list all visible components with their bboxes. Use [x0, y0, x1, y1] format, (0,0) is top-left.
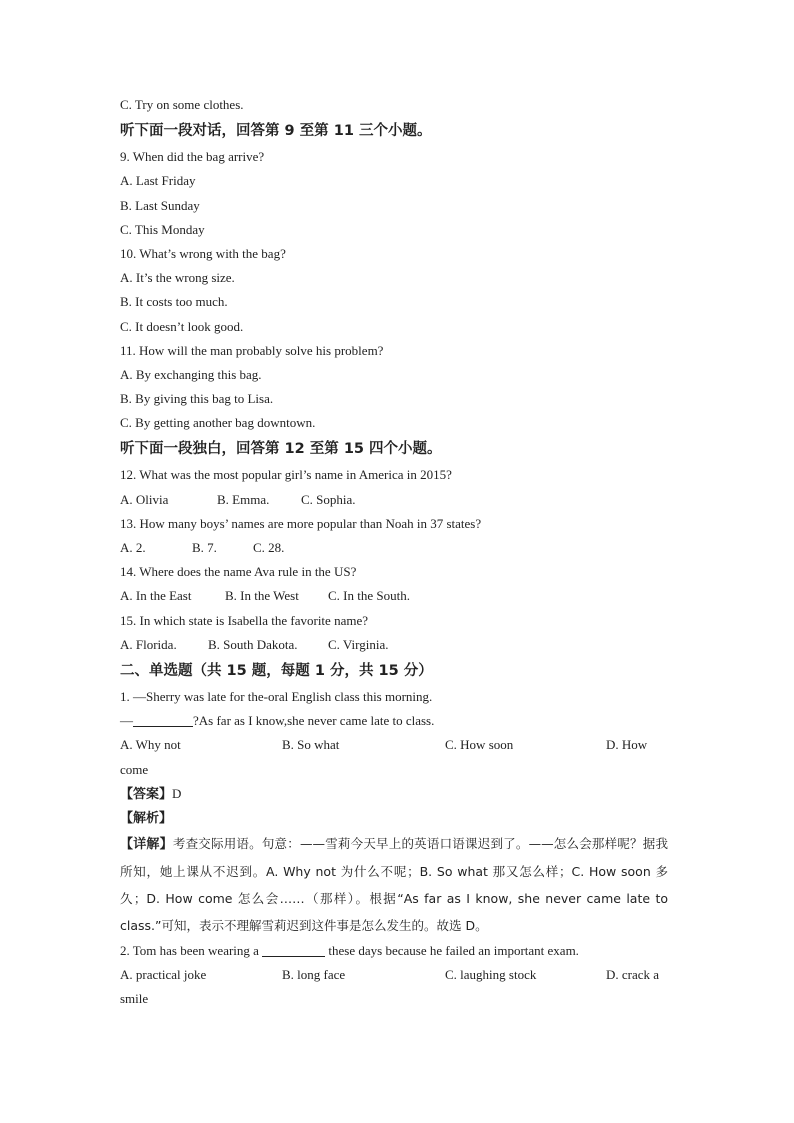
- option-d: D. How: [606, 737, 648, 753]
- answer-blank: [262, 942, 325, 957]
- detail-tag: 【详解】: [120, 837, 173, 853]
- option-a: A. practical joke: [120, 967, 207, 983]
- option-text: A. It’s the wrong size.: [120, 270, 235, 286]
- question-text: 13. How many boys’ names are more popular than Noah in 37 states?: [120, 515, 482, 531]
- analysis-line: [120, 806, 668, 830]
- page-content: [120, 93, 668, 1012]
- option-text: B. Last Sunday: [120, 197, 200, 213]
- option-text: B. It costs too much.: [120, 294, 228, 310]
- option-b: B. In the West: [225, 588, 299, 604]
- question-text: 1. —Sherry was late for the-oral English class this morning.: [120, 688, 433, 704]
- question-text: [120, 709, 668, 733]
- option-c: C. How soon: [445, 737, 514, 753]
- options-row: [120, 488, 668, 512]
- question-tail: ?As far as I know,she never came late to class.: [193, 713, 435, 729]
- option-c: C. 28.: [253, 540, 285, 555]
- option-text: C. It doesn’t look good.: [120, 318, 244, 334]
- question-text: 10. What’s wrong with the bag?: [120, 245, 286, 261]
- option-a: A. Why not: [120, 737, 181, 753]
- option-a: A. In the East: [120, 588, 192, 604]
- options-row: [120, 963, 668, 987]
- options-row: [120, 733, 668, 757]
- option-a: A. Olivia: [120, 491, 169, 507]
- option-text: come: [120, 761, 149, 777]
- option-b: B. Emma.: [217, 491, 270, 507]
- option-c: C. In the South.: [328, 588, 410, 604]
- option-text: C. Try on some clothes.: [120, 97, 244, 112]
- analysis-tag: 【解析】: [120, 810, 173, 826]
- section-heading: 听下面一段独白，回答第 12 至第 15 四个小题。: [120, 441, 442, 458]
- option-c: C. laughing stock: [445, 967, 537, 983]
- section-heading: 二、单选题（共 15 题，每题 1 分，共 15 分）: [120, 662, 433, 679]
- question-text: [120, 939, 668, 963]
- question-text: 12. What was the most popular girl’s name in America in 2015?: [120, 467, 452, 483]
- options-row: [120, 633, 668, 657]
- option-b: B. So what: [282, 737, 340, 753]
- answer-line: [120, 782, 668, 806]
- section-heading: 听下面一段对话，回答第 9 至第 11 三个小题。: [120, 123, 432, 140]
- detail-paragraph: [120, 830, 668, 939]
- option-c: C. Sophia.: [301, 491, 356, 507]
- option-text: A. Last Friday: [120, 173, 196, 189]
- option-c: C. Virginia.: [328, 636, 389, 652]
- option-d: D. crack a: [606, 967, 660, 983]
- option-a: A. 2.: [120, 540, 146, 555]
- options-row: [120, 536, 668, 560]
- question-text: 11. How will the man probably solve his problem?: [120, 342, 384, 358]
- options-row: [120, 584, 668, 608]
- option-text: B. By giving this bag to Lisa.: [120, 391, 274, 407]
- option-text: A. By exchanging this bag.: [120, 366, 262, 382]
- dash: —: [120, 713, 133, 729]
- question-head: 2. Tom has been wearing a: [120, 943, 259, 959]
- option-b: B. long face: [282, 967, 346, 983]
- option-text: C. This Monday: [120, 221, 205, 237]
- option-text: smile: [120, 991, 149, 1007]
- question-text: 15. In which state is Isabella the favorite name?: [120, 612, 368, 628]
- question-text: 14. Where does the name Ava rule in the US?: [120, 564, 357, 580]
- question-text: 9. When did the bag arrive?: [120, 149, 265, 165]
- option-b: B. South Dakota.: [208, 636, 298, 652]
- option-text: C. By getting another bag downtown.: [120, 415, 316, 431]
- answer-value: D: [172, 785, 182, 801]
- detail-text: 考查交际用语。句意：——雪莉今天早上的英语口语课迟到了。——怎么会那样呢？据我所知，她上课从不迟到。A. Why not 为什么不呢；B. So what 那又怎么样；C. How soon 多久；D. How come 怎么会……（那样）。根据“As far as I know, she never came late to class.”可知，表示不理解雪莉迟到这件事是怎么发生的。故选 D。: [120, 836, 668, 934]
- option-a: A. Florida.: [120, 636, 177, 652]
- answer-tag: 【答案】: [120, 786, 173, 802]
- answer-blank: [133, 712, 193, 727]
- question-tail: these days because he failed an important exam.: [328, 943, 579, 959]
- option-b: B. 7.: [192, 540, 217, 555]
